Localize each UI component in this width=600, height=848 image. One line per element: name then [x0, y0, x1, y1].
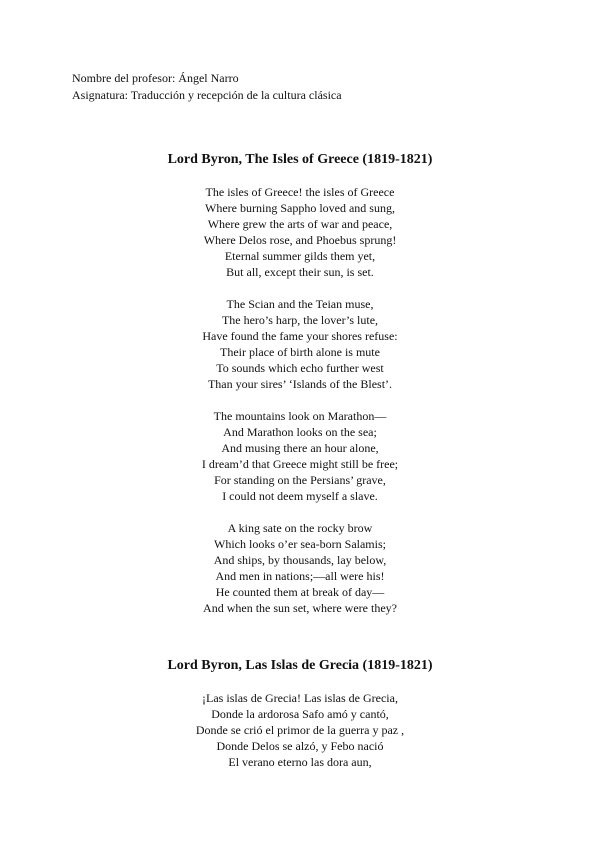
- poem-line: A king sate on the rocky brow: [227, 521, 373, 535]
- poem-line: The mountains look on Marathon—: [213, 409, 387, 423]
- poem-line: And when the sun set, where were they?: [203, 601, 397, 615]
- english-stanza-1: [0, 184, 600, 280]
- poem-line: The Scian and the Teian muse,: [226, 297, 374, 311]
- poem-line: Donde la ardorosa Safo amó y cantó,: [211, 707, 389, 721]
- document-header: [72, 70, 342, 104]
- poem-line: El verano eterno las dora aun,: [228, 755, 372, 769]
- poem-line: Where burning Sappho loved and sung,: [205, 201, 395, 215]
- poem-line: And musing there an hour alone,: [221, 441, 379, 455]
- poem-line: He counted them at break of day—: [215, 585, 385, 599]
- poem-line: I dream’d that Greece might still be free;: [201, 457, 399, 471]
- poem-title-english: Lord Byron, The Isles of Greece (1819-1821): [167, 152, 433, 167]
- poem-line: Eternal summer gilds them yet,: [224, 249, 376, 263]
- poem-spanish: [0, 657, 600, 786]
- spanish-stanza-1: [0, 690, 600, 770]
- poem-line: Donde Delos se alzó, y Febo nació: [216, 739, 384, 753]
- poem-line: Their place of birth alone is mute: [220, 345, 380, 359]
- poem-line: But all, except their sun, is set.: [226, 265, 374, 279]
- poem-line: To sounds which echo further west: [216, 361, 384, 375]
- poem-line: Where grew the arts of war and peace,: [207, 217, 393, 231]
- english-stanza-2: [0, 296, 600, 392]
- poem-title-spanish: Lord Byron, Las Islas de Grecia (1819-1821): [167, 658, 433, 673]
- poem-line: For standing on the Persians’ grave,: [214, 473, 386, 487]
- poem-line: And ships, by thousands, lay below,: [213, 553, 387, 567]
- poem-line: The isles of Greece! the isles of Greece: [205, 185, 395, 199]
- poem-english: [0, 151, 600, 632]
- poem-line: ¡Las islas de Grecia! Las islas de Grecia,: [202, 691, 398, 705]
- poem-line: And Marathon looks on the sea;: [223, 425, 377, 439]
- subject-name: Asignatura: Traducción y recepción de la cultura clásica: [72, 88, 342, 102]
- poem-line: Which looks o’er sea-born Salamis;: [214, 537, 386, 551]
- poem-line: The hero’s harp, the lover’s lute,: [221, 313, 379, 327]
- poem-line: Donde se crió el primor de la guerra y paz ,: [195, 723, 405, 737]
- poem-line: Have found the fame your shores refuse:: [202, 329, 398, 343]
- poem-line: Where Delos rose, and Phoebus sprung!: [203, 233, 397, 247]
- professor-name: Nombre del profesor: Ángel Narro: [72, 71, 239, 85]
- poem-line: Than your sires’ ‘Islands of the Blest’.: [207, 377, 393, 391]
- english-stanza-4: [0, 520, 600, 616]
- poem-line: And men in nations;—all were his!: [215, 569, 385, 583]
- poem-line: I could not deem myself a slave.: [222, 489, 378, 503]
- english-stanza-3: [0, 408, 600, 504]
